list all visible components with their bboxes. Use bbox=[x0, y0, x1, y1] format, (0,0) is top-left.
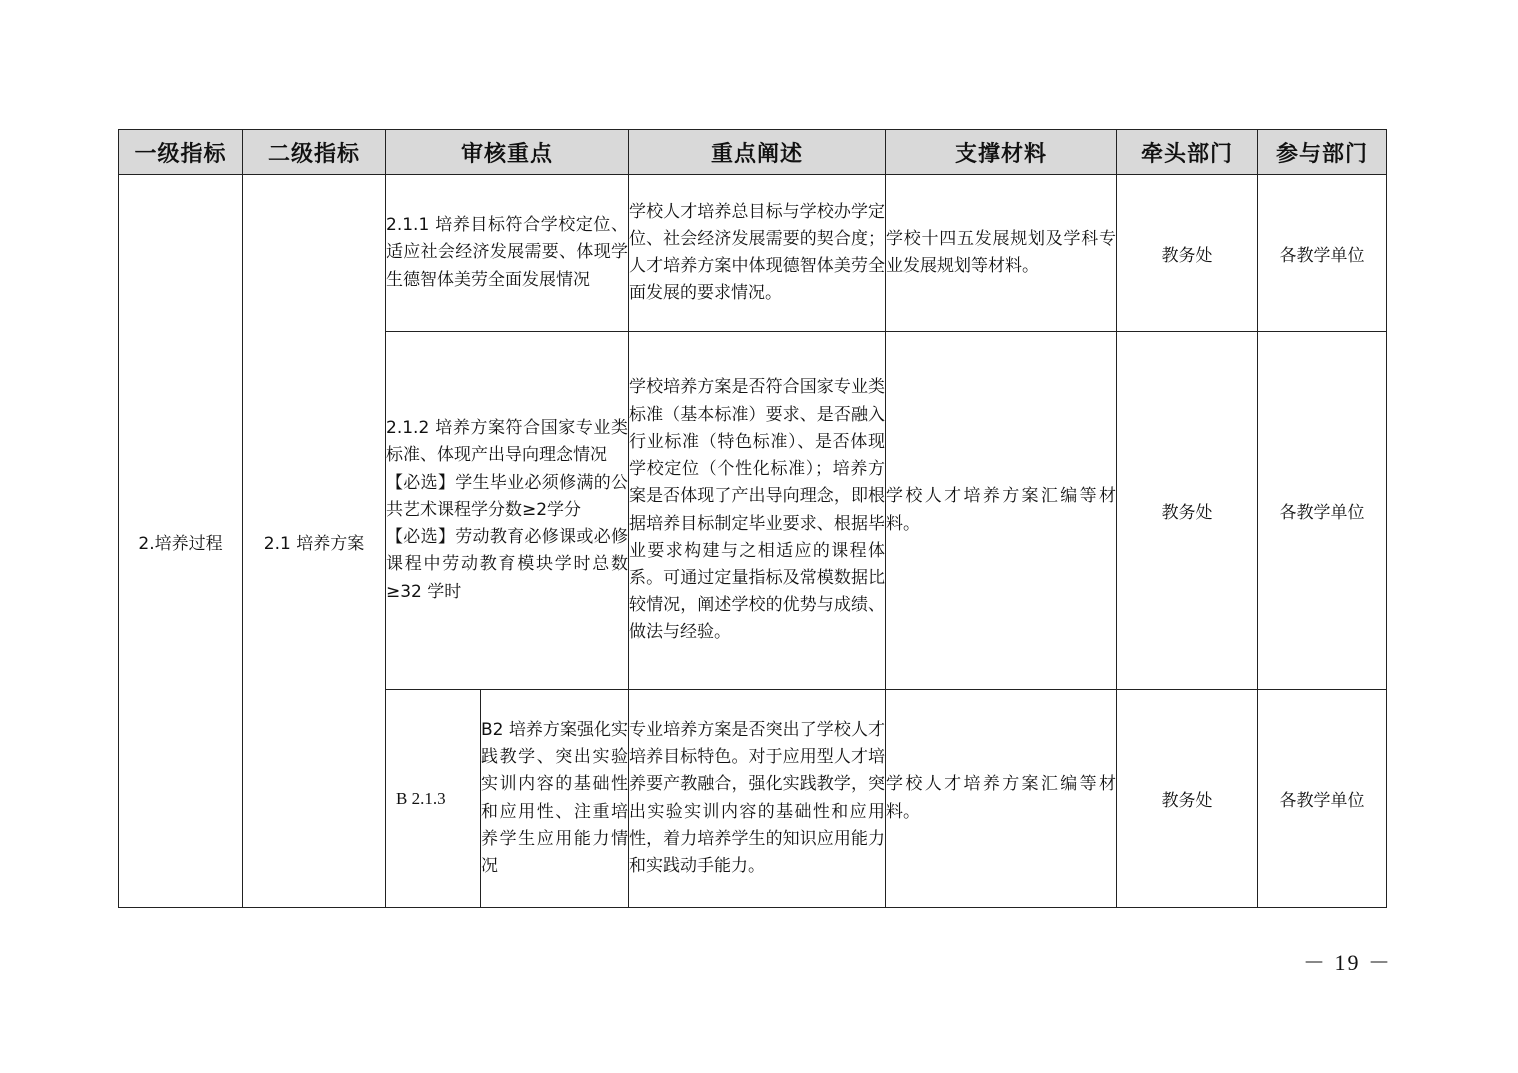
table-row bbox=[119, 175, 1387, 332]
required-item: 【必选】劳动教育必修课或必修课程中劳动教育模块学时总数≥32 学时 bbox=[386, 527, 629, 602]
review-focus-text bbox=[386, 415, 628, 605]
participant-dept-cell: 各教学单位 bbox=[1258, 332, 1387, 690]
lead-dept-cell: 教务处 bbox=[1117, 175, 1258, 332]
required-item: 【必选】学生毕业必须修满的公共艺术课程学分数≥2学分 bbox=[386, 472, 629, 520]
focus-code: B 2.1.3 bbox=[396, 788, 446, 808]
material-cell bbox=[886, 175, 1117, 332]
material-cell bbox=[886, 690, 1117, 908]
review-focus-cell bbox=[481, 690, 629, 908]
description-text: 专业培养方案是否突出了学校人才培养目标特色。对于应用型人才培养要产教融合，强化实践教学，突出实验实训内容的基础性和应用性，着力培养学生的知识应用能力和实践动手能力。 bbox=[629, 719, 886, 876]
review-focus-text: B2 培养方案强化实践教学、突出实验实训内容的基础性和应用性、注重培养学生应用能力情况 bbox=[481, 719, 629, 876]
header-lead-dept: 牵头部门 bbox=[1117, 130, 1258, 175]
header-level1: 一级指标 bbox=[119, 130, 243, 175]
level2-cell: 2.1 培养方案 bbox=[243, 175, 386, 908]
header-materials: 支撑材料 bbox=[886, 130, 1117, 175]
description-text: 学校培养方案是否符合国家专业类标准（基本标准）要求、是否融入行业标准（特色标准）、是否体现学校定位（个性化标准）；培养方案是否体现了产出导向理念，即根据培养目标制定毕业要求、根据毕业要求构建与之相适应的课程体系。可通过定量指标及常模数据比较情况，阐述学校的优势与成绩、做法与经验。 bbox=[629, 377, 886, 643]
header-review-focus: 审核重点 bbox=[386, 130, 629, 175]
level1-cell: 2.培养过程 bbox=[119, 175, 243, 908]
page-number: － 19 － bbox=[1302, 950, 1392, 975]
material-text: 学校十四五发展规划及学科专业发展规划等材料。 bbox=[886, 228, 1117, 276]
description-cell bbox=[629, 690, 886, 908]
header-description: 重点阐述 bbox=[629, 130, 886, 175]
table-header-row bbox=[119, 130, 1387, 175]
material-text: 学校人才培养方案汇编等材料。 bbox=[886, 774, 1117, 822]
indicator-table bbox=[118, 129, 1387, 908]
participant-dept-cell: 各教学单位 bbox=[1258, 690, 1387, 908]
description-text: 学校人才培养总目标与学校办学定位、社会经济发展需要的契合度；人才培养方案中体现德智体美劳全面发展的要求情况。 bbox=[629, 201, 886, 304]
code-cell bbox=[386, 690, 481, 908]
material-cell bbox=[886, 332, 1117, 690]
review-focus-text: 2.1.1 培养目标符合学校定位、适应社会经济发展需要、体现学生德智体美劳全面发展情况 bbox=[386, 215, 629, 290]
lead-dept-cell: 教务处 bbox=[1117, 690, 1258, 908]
review-focus-item: 2.1.2 培养方案符合国家专业类标准、体现产出导向理念情况 bbox=[386, 418, 629, 466]
description-cell bbox=[629, 332, 886, 690]
review-focus-cell bbox=[386, 332, 629, 690]
participant-dept-cell: 各教学单位 bbox=[1258, 175, 1387, 332]
material-text: 学校人才培养方案汇编等材料。 bbox=[886, 486, 1117, 534]
header-participant-dept: 参与部门 bbox=[1258, 130, 1387, 175]
lead-dept-cell: 教务处 bbox=[1117, 332, 1258, 690]
description-cell bbox=[629, 175, 886, 332]
header-level2: 二级指标 bbox=[243, 130, 386, 175]
review-focus-cell bbox=[386, 175, 629, 332]
